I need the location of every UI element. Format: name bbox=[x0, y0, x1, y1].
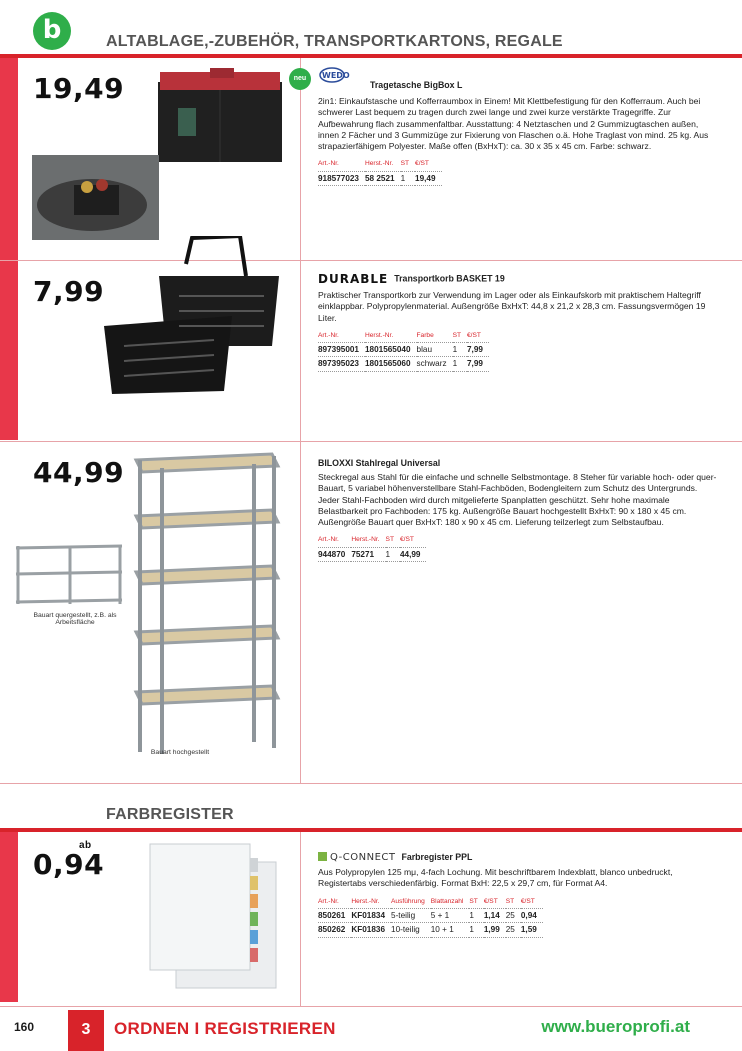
page-number: 160 bbox=[14, 1020, 35, 1034]
register-image bbox=[146, 840, 284, 992]
col-header: €/ST bbox=[521, 896, 543, 909]
product-title: BILOXXI Stahlregal Universal bbox=[318, 458, 441, 468]
article-number: 897395023 bbox=[318, 357, 365, 371]
new-badge: neu bbox=[289, 68, 311, 90]
bigbox-image bbox=[150, 68, 290, 168]
unit: 1 bbox=[401, 171, 415, 185]
product-description: Steckregal aus Stahl für die einfache und schnelle Selbstmontage. 8 Steher für variable hoch- oder quer-Bauart, 5 variabel höhenverstellbare Stahl-Fachböden, Bodengleitern zum Schutz des Untergrunds. Jeder Stahl-Fachboden wird durch mitgelieferte Spanplatten geschützt. Sehr hohe maximale Belastbarkeit pro Fachboden: 175 kg. Außengröße Bauart hochgestellt BxHxT: 90 x 180 x 45 cm. Außengröße Bauart quer BxHxT: 180 x 90 x 45 cm. Lieferung teilzerlegt zum Selbstaufbau. bbox=[318, 472, 717, 528]
product-title: Farbregister PPL bbox=[401, 852, 473, 862]
sheet-count: 5 + 1 bbox=[431, 909, 470, 923]
col-header: Herst.-Nr. bbox=[351, 534, 385, 547]
product-description: Aus Polypropylen 125 mμ, 4-fach Lochung. Mit beschriftbarem Indexblatt, blanco unbedruckt, Registertabs verschiedenfärbig. Format BxH: 22,5 x 29,7 cm, für Format A4. bbox=[318, 867, 673, 889]
col-header: Herst.-Nr. bbox=[351, 896, 391, 909]
col-header: Farbe bbox=[417, 330, 453, 343]
shelf-crosswise-image bbox=[14, 544, 126, 606]
table-row bbox=[318, 343, 489, 357]
article-number: 850261 bbox=[318, 909, 351, 923]
variant: 5-teilig bbox=[391, 909, 431, 923]
product-title: Transportkorb BASKET 19 bbox=[394, 273, 505, 284]
row-divider bbox=[0, 783, 742, 784]
bulk-unit: 25 bbox=[506, 909, 521, 923]
side-accent-bar bbox=[0, 58, 18, 440]
table-row bbox=[318, 909, 543, 923]
product-price bbox=[33, 840, 105, 881]
article-number: 944870 bbox=[318, 547, 351, 561]
product-card-register bbox=[318, 852, 718, 938]
car-trunk-image bbox=[32, 155, 159, 240]
chapter-title: ORDNEN I REGISTRIEREN bbox=[114, 1019, 336, 1038]
col-header: ST bbox=[386, 534, 400, 547]
col-header: €/ST bbox=[467, 330, 489, 343]
manufacturer-number: 75271 bbox=[351, 547, 385, 561]
column-divider bbox=[300, 832, 301, 1007]
color: blau bbox=[417, 343, 453, 357]
unit-price: 7,99 bbox=[467, 357, 489, 371]
qconnect-logo: Q-CONNECT bbox=[318, 852, 395, 863]
shelf-upright-image bbox=[132, 452, 282, 757]
caption-upright: Bauart hochgestellt bbox=[150, 749, 210, 756]
product-description: 2in1: Einkaufstasche und Kofferraumbox in Einem! Mit Klettbefestigung für den Kofferraum. Auch bei schwerer Last bequem zu tragen durch zwei lange und zwei kurze verstärkte Tragegriffe. Zur Aufbewahrung flach zusammenfaltbar. Ausstattung: 4 Netztaschen und 2 Gummizugtaschen außen, innen 2 Fächer und 3 Gummizüge zur Fixierung von Flaschen o.ä. Hohe Traglast von mind. 25 kg. Aus strapazierfähigem Polyester. Maße offen (BxHxT): ca. 30 x 35 x 45 cm. Farbe: schwarz. bbox=[318, 96, 709, 152]
col-header: Art.-Nr. bbox=[318, 534, 351, 547]
column-divider bbox=[300, 58, 301, 783]
col-header: €/ST bbox=[400, 534, 427, 547]
article-number: 918577023 bbox=[318, 171, 365, 185]
manufacturer-number: KF01834 bbox=[351, 909, 391, 923]
product-price: 19,49 bbox=[33, 72, 125, 105]
table-row bbox=[318, 547, 426, 561]
col-header: €/ST bbox=[415, 158, 442, 171]
side-accent-bar bbox=[0, 832, 18, 1002]
unit-price: 1,14 bbox=[484, 909, 506, 923]
col-header: Art.-Nr. bbox=[318, 330, 365, 343]
section-divider bbox=[0, 828, 742, 832]
col-header: ST bbox=[506, 896, 521, 909]
row-divider bbox=[0, 1006, 742, 1007]
manufacturer-number: 58 2521 bbox=[365, 171, 401, 185]
col-header: Ausführung bbox=[391, 896, 431, 909]
unit-price: 44,99 bbox=[400, 547, 427, 561]
svg-text:WEDO: WEDO bbox=[322, 71, 350, 80]
brand-logo: b bbox=[33, 12, 71, 50]
unit: 1 bbox=[386, 547, 400, 561]
manufacturer-number: KF01836 bbox=[351, 923, 391, 937]
col-header: ST bbox=[453, 330, 467, 343]
table-row bbox=[318, 923, 543, 937]
section-divider bbox=[0, 54, 742, 58]
bulk-unit: 25 bbox=[506, 923, 521, 937]
sheet-count: 10 + 1 bbox=[431, 923, 470, 937]
unit-price: 1,99 bbox=[484, 923, 506, 937]
bulk-price: 0,94 bbox=[521, 909, 543, 923]
section-title: FARBREGISTER bbox=[106, 806, 234, 823]
col-header: Art.-Nr. bbox=[318, 158, 365, 171]
unit-price: 7,99 bbox=[467, 343, 489, 357]
col-header: Herst.-Nr. bbox=[365, 158, 401, 171]
spec-table bbox=[318, 158, 442, 186]
table-row bbox=[318, 171, 442, 185]
product-description: Praktischer Transportkorb zur Verwendung im Lager oder als Einkaufskorb mit praktischem Haltegriff einklappbar. Polypropylenmaterial. Außengröße BxHxT: 44,8 x 21,2 x 28,3 cm. Fassungsvermögen 19 Liter. bbox=[318, 290, 706, 323]
chapter-number: 3 bbox=[68, 1010, 104, 1051]
col-header: Art.-Nr. bbox=[318, 896, 351, 909]
product-card-shelf bbox=[318, 458, 718, 562]
product-card-bigbox bbox=[318, 80, 718, 186]
spec-table bbox=[318, 534, 426, 562]
basket-image bbox=[104, 236, 300, 398]
section-title: ALTABLAGE,-ZUBEHÖR, TRANSPORTKARTONS, REGALE bbox=[106, 33, 563, 50]
caption-crosswise: Bauart quergestellt, z.B. als Arbeitsfläche bbox=[33, 612, 117, 626]
col-header: Herst.-Nr. bbox=[365, 330, 417, 343]
spec-table bbox=[318, 330, 489, 372]
article-number: 897395001 bbox=[318, 343, 365, 357]
bulk-price: 1,59 bbox=[521, 923, 543, 937]
manufacturer-number: 1801565060 bbox=[365, 357, 417, 371]
color: schwarz bbox=[417, 357, 453, 371]
spec-table bbox=[318, 896, 543, 938]
manufacturer-number: 1801565040 bbox=[365, 343, 417, 357]
variant: 10-teilig bbox=[391, 923, 431, 937]
price-value: 0,94 bbox=[33, 848, 105, 881]
unit-price: 19,49 bbox=[415, 171, 442, 185]
unit: 1 bbox=[469, 923, 483, 937]
product-price: 44,99 bbox=[33, 456, 125, 489]
col-header: ST bbox=[469, 896, 483, 909]
unit: 1 bbox=[453, 357, 467, 371]
table-row bbox=[318, 357, 489, 371]
product-card-basket bbox=[318, 272, 718, 372]
unit: 1 bbox=[469, 909, 483, 923]
unit: 1 bbox=[453, 343, 467, 357]
product-price: 7,99 bbox=[33, 275, 105, 308]
col-header: ST bbox=[401, 158, 415, 171]
col-header: Blattanzahl bbox=[431, 896, 470, 909]
durable-logo: DURABLE bbox=[318, 272, 389, 286]
col-header: €/ST bbox=[484, 896, 506, 909]
article-number: 850262 bbox=[318, 923, 351, 937]
row-divider bbox=[0, 441, 742, 442]
product-title: Tragetasche BigBox L bbox=[370, 80, 463, 90]
website-url[interactable]: www.bueroprofi.at bbox=[541, 1017, 690, 1036]
price-prefix: ab bbox=[79, 840, 92, 851]
